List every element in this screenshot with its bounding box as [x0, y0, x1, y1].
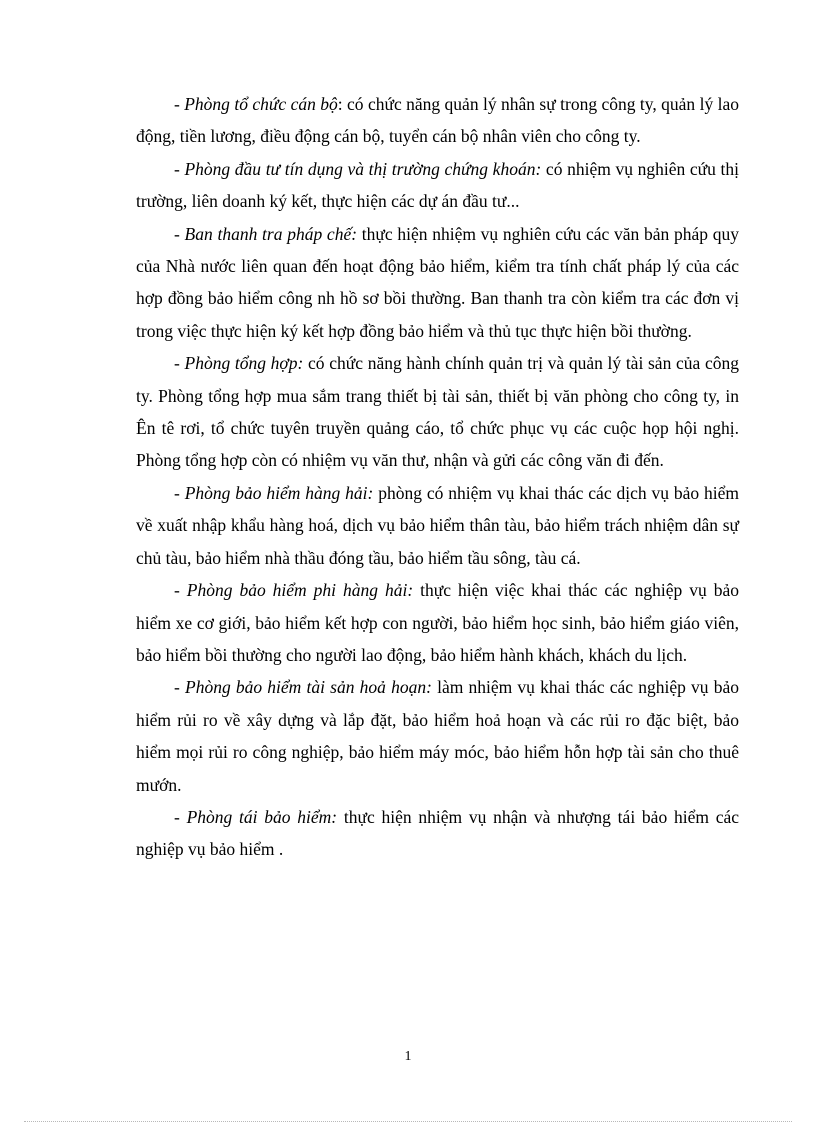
paragraph-text: thực hiện việc khai thác các nghiệp vụ bảo hiểm xe cơ giới, bảo hiểm kết hợp con người, bảo hiểm học sinh, bảo hiểm giáo viên, bảo hiểm bồi thường cho người lao động, bảo hiểm hành khách, khách du lịch.: [136, 580, 739, 665]
paragraph-legal-inspection: [136, 218, 739, 348]
document-body: [136, 88, 739, 866]
paragraph-text: có chức năng hành chính quản trị và quản lý tài sản của công ty. Phòng tổng hợp mua sắm trang thiết bị tài sản, thiết bị văn phòng cho công ty, in Ên tê rơi, tổ chức tuyên truyền quảng cáo, tổ chức phục vụ các cuộc họp hội nghị. Phòng tổng hợp còn có nhiệm vụ văn thư, nhận và gửi các công văn đi đến.: [136, 353, 739, 471]
paragraph-non-marine-insurance: [136, 574, 739, 671]
paragraph-general-dept: [136, 347, 739, 477]
paragraph-term: - Phòng bảo hiểm hàng hải:: [174, 482, 374, 503]
paragraph-text: làm nhiệm vụ khai thác các nghiệp vụ bảo hiểm rủi ro về xây dựng và lắp đặt, bảo hiểm hoả hoạn và các rủi ro đặc biệt, bảo hiểm mọi rủi ro công nghiệp, bảo hiểm máy móc, bảo hiểm hỗn hợp tài sản cho thuê mướn.: [136, 677, 739, 795]
paragraph-text: phòng có nhiệm vụ khai thác các dịch vụ bảo hiểm về xuất nhập khẩu hàng hoá, dịch vụ bảo hiểm thân tàu, bảo hiểm trách nhiệm dân sự chủ tàu, bảo hiểm nhà thầu đóng tầu, bảo hiểm tầu sông, tàu cá.: [136, 482, 739, 568]
paragraph-term: - Phòng bảo hiểm tài sản hoả hoạn:: [174, 677, 432, 698]
paragraph-term: - Ban thanh tra pháp chế:: [174, 223, 358, 244]
paragraph-text: : có chức năng quản lý nhân sự trong công ty, quản lý lao động, tiền lương, điều động cán bộ, tuyển cán bộ nhân viên cho công ty.: [136, 94, 739, 147]
paragraph-property-fire-insurance: [136, 671, 739, 801]
paragraph-term: - Phòng tổng hợp:: [174, 353, 304, 374]
paragraph-text: có nhiệm vụ nghiên cứu thị trường, liên doanh ký kết, thực hiện các dự án đầu tư...: [136, 158, 739, 212]
paragraph-text: thực hiện nhiệm vụ nghiên cứu các văn bản pháp quy của Nhà nước liên quan đến hoạt động bảo hiểm, kiểm tra tính chất pháp lý của các hợp đồng bảo hiểm công nh hồ sơ bồi thường. Ban thanh tra còn kiểm tra các đơn vị trong việc thực hiện ký kết hợp đồng bảo hiểm và thủ tục thực hiện bồi thường.: [136, 223, 739, 341]
paragraph-text: thực hiện nhiệm vụ nhận và nhượng tái bảo hiểm các nghiệp vụ bảo hiểm .: [136, 806, 740, 860]
paragraph-personnel-dept: [136, 88, 739, 153]
paragraph-term: - Phòng đầu tư tín dụng và thị trường chứng khoán:: [174, 158, 542, 179]
page-bottom-divider: [24, 1121, 792, 1122]
paragraph-term: - Phòng bảo hiểm phi hàng hải:: [174, 580, 414, 601]
paragraph-reinsurance: [136, 801, 739, 866]
paragraph-marine-insurance: [136, 477, 739, 574]
paragraph-term: - Phòng tái bảo hiểm:: [174, 806, 338, 827]
paragraph-investment-dept: [136, 153, 739, 218]
page-number: 1: [404, 1049, 412, 1064]
paragraph-term: - Phòng tổ chức cán bộ: [174, 94, 338, 114]
